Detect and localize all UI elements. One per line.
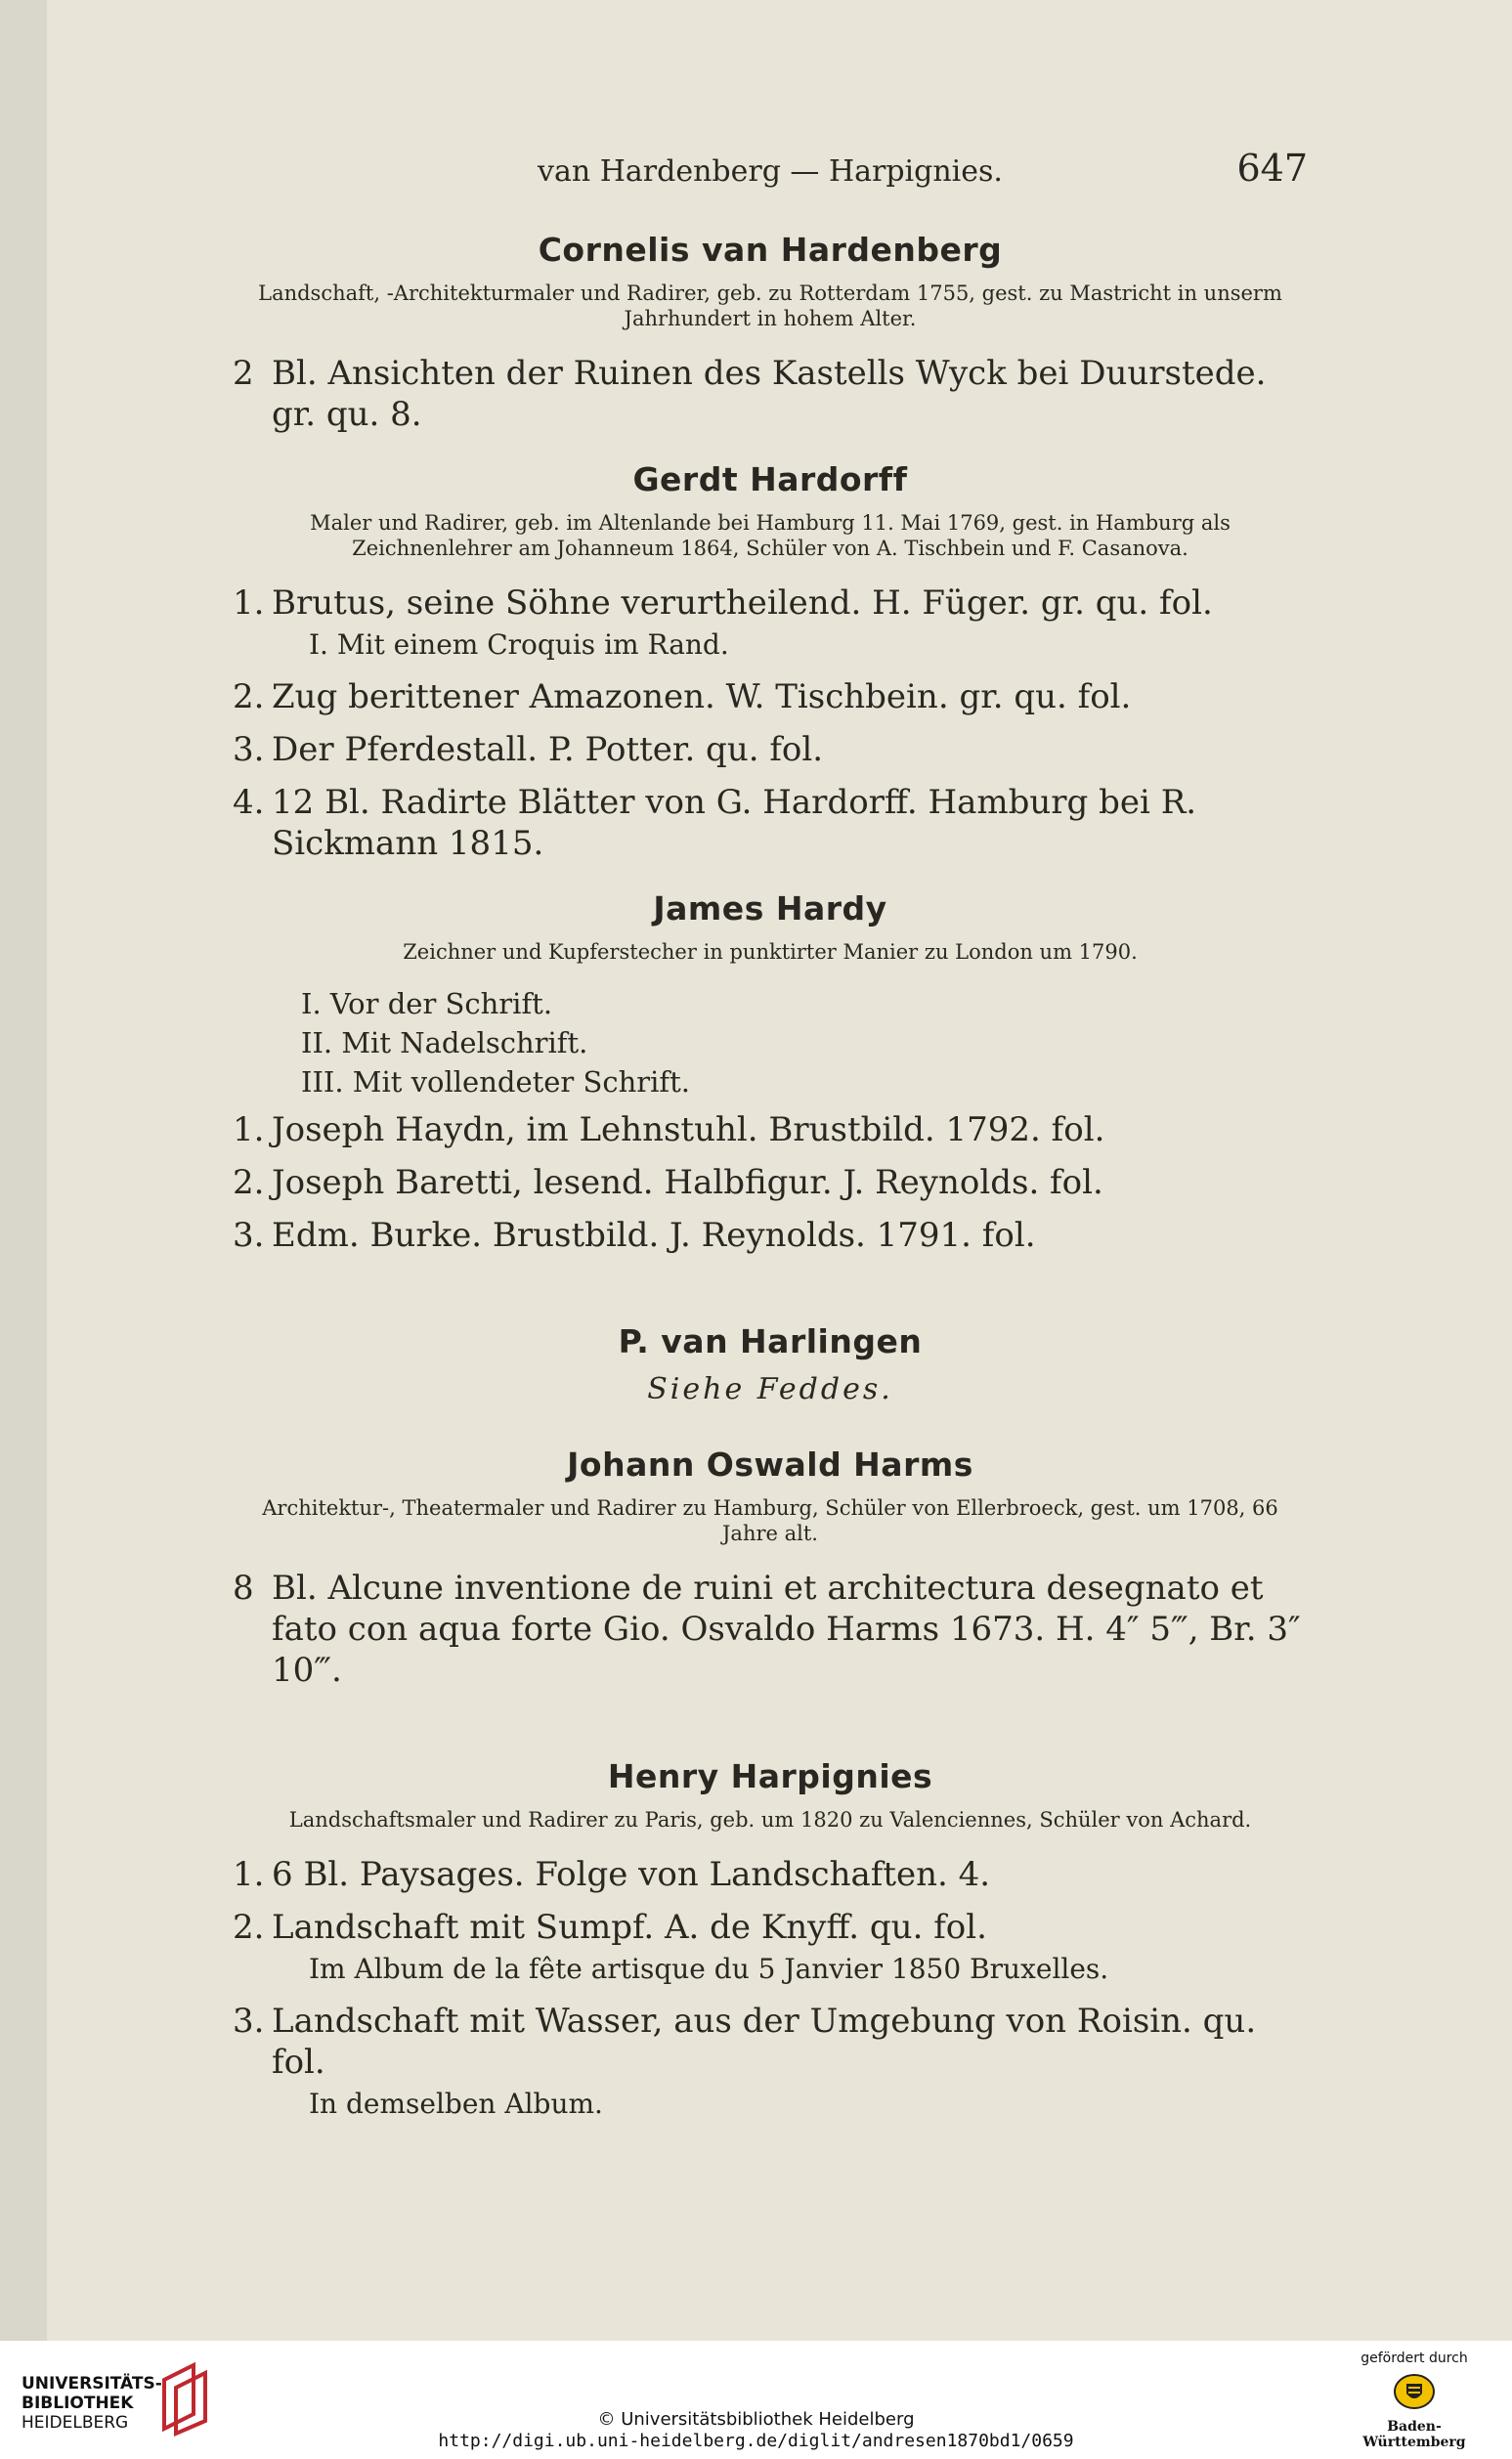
artist-section	[233, 1445, 1308, 1691]
artist-name: P. van Harlingen	[618, 1322, 923, 1360]
catalog-entry	[233, 582, 1308, 624]
entry-text: Brutus, seine Söhne verurtheilend. H. Füger. gr. qu. fol.	[272, 583, 1213, 623]
catalog-entry	[233, 782, 1308, 864]
spacer	[233, 1268, 1308, 1297]
catalog-entry	[233, 676, 1308, 717]
page-content	[233, 147, 1308, 2135]
permalink[interactable]: http://digi.ub.uni-heidelberg.de/diglit/andresen1870bd1/0659	[438, 2431, 1074, 2451]
catalog-entry	[233, 729, 1308, 770]
catalog-entry	[233, 1568, 1308, 1691]
catalog-entry	[233, 353, 1308, 435]
artist-bio: Landschaft, -Architekturmaler und Radirer, geb. zu Rotterdam 1755, gest. zu Mastricht in unserm Jahrhundert in hohem Alter.	[258, 281, 1282, 330]
entry-text: Joseph Haydn, im Lehnstuhl. Brustbild. 1792. fol.	[272, 1110, 1105, 1149]
entry-text: Landschaft mit Wasser, aus der Umgebung von Roisin. qu. fol.	[272, 2002, 1257, 2082]
scanned-page	[47, 0, 1512, 2341]
library-name-line1: UNIVERSITÄTS-	[22, 2374, 162, 2394]
artist-section	[233, 231, 1308, 435]
artist-section	[233, 889, 1308, 1256]
entry-number: 3.	[233, 730, 265, 769]
catalog-entry	[233, 1109, 1308, 1150]
artist-bio: Architektur-, Theatermaler und Radirer zu Hamburg, Schüler von Ellerbroeck, gest. um 1708, 66 Jahre alt.	[262, 1496, 1278, 1545]
artist-bio: Landschaftsmaler und Radirer zu Paris, geb. um 1820 zu Valenciennes, Schüler von Achard.	[288, 1808, 1252, 1832]
entry-note: Im Album de la fête artisque du 5 Janvier 1850 Bruxelles.	[309, 1953, 1109, 1985]
entry-text: Bl. Ansichten der Ruinen des Kastells Wyck bei Duurstede. gr. qu. 8.	[272, 354, 1267, 434]
print-state: I. Vor der Schrift.	[301, 987, 553, 1020]
sponsor-label: gefördert durch	[1361, 2351, 1468, 2366]
entry-number: 3.	[233, 1216, 265, 1255]
page-number: 647	[1236, 147, 1308, 190]
artist-section	[233, 1322, 1308, 1406]
artist-name: Gerdt Hardorff	[632, 460, 908, 498]
artist-name: Johann Oswald Harms	[567, 1445, 973, 1484]
artist-section	[233, 460, 1308, 864]
artist-bio: Zeichner und Kupferstecher in punktirter Manier zu London um 1790.	[403, 940, 1138, 964]
entry-text: Zug berittener Amazonen. W. Tischbein. gr. qu. fol.	[272, 677, 1132, 716]
artist-name: Cornelis van Hardenberg	[538, 231, 1003, 269]
entry-text: Joseph Baretti, lesend. Halbfigur. J. Reynolds. fol.	[272, 1163, 1103, 1202]
print-state: II. Mit Nadelschrift.	[301, 1026, 588, 1059]
entry-text: 6 Bl. Paysages. Folge von Landschaften. 4.	[272, 1855, 991, 1894]
sponsor-name: Baden-Württemberg	[1362, 2419, 1466, 2450]
catalog-entry	[233, 1854, 1308, 1895]
entry-number: 3.	[233, 2002, 265, 2041]
entry-number: 2.	[233, 1163, 265, 1202]
entry-text: Landschaft mit Sumpf. A. de Knyff. qu. fol.	[272, 1908, 987, 1947]
print-state: III. Mit vollendeter Schrift.	[301, 1065, 691, 1099]
digitization-footer	[0, 2341, 1512, 2459]
entry-number: 2.	[233, 677, 265, 716]
spacer	[233, 1703, 1308, 1732]
entry-text: Bl. Alcune inventione de ruini et architectura desegnato et fato con aqua forte Gio. Osvaldo Harms 1673. H. 4″ 5‴, Br. 3″ 10‴.	[272, 1569, 1301, 1690]
catalog-entry	[233, 1215, 1308, 1256]
entry-note: I. Mit einem Croquis im Rand.	[309, 628, 729, 661]
catalog-entry	[233, 1162, 1308, 1203]
sponsor-block	[1336, 2351, 1492, 2450]
catalog-entry	[233, 2001, 1308, 2083]
coat-of-arms-icon	[1336, 2372, 1492, 2415]
catalog-entry	[233, 1907, 1308, 1948]
running-head-title: van Hardenberg — Harpignies.	[538, 154, 1003, 189]
artist-section	[233, 1757, 1308, 2122]
copyright-notice: © Universitätsbibliothek Heidelberg	[597, 2409, 915, 2430]
artist-name: James Hardy	[653, 889, 887, 928]
artist-bio: Maler und Radirer, geb. im Altenlande bei Hamburg 11. Mai 1769, gest. in Hamburg als Zeichnenlehrer am Johanneum 1864, Schüler von A. Tischbein und F. Casanova.	[310, 511, 1231, 560]
library-name-line2: BIBLIOTHEK	[22, 2394, 134, 2413]
entry-number: 2.	[233, 1908, 265, 1947]
cross-reference: Siehe Feddes.	[647, 1372, 893, 1406]
entry-number: 4.	[233, 783, 265, 822]
entry-number: 8	[233, 1569, 254, 1608]
entry-note: In demselben Album.	[309, 2088, 603, 2120]
entry-text: 12 Bl. Radirte Blätter von G. Hardorff. Hamburg bei R. Sickmann 1815.	[272, 783, 1197, 863]
entry-number: 2	[233, 354, 254, 393]
library-name-line3: HEIDELBERG	[22, 2413, 129, 2433]
running-head	[233, 147, 1308, 205]
artist-name: Henry Harpignies	[607, 1757, 933, 1795]
entry-text: Edm. Burke. Brustbild. J. Reynolds. 1791. fol.	[272, 1216, 1036, 1255]
entry-text: Der Pferdestall. P. Potter. qu. fol.	[272, 730, 824, 769]
entry-number: 1.	[233, 1110, 265, 1149]
entry-number: 1.	[233, 583, 265, 623]
entry-number: 1.	[233, 1855, 265, 1894]
